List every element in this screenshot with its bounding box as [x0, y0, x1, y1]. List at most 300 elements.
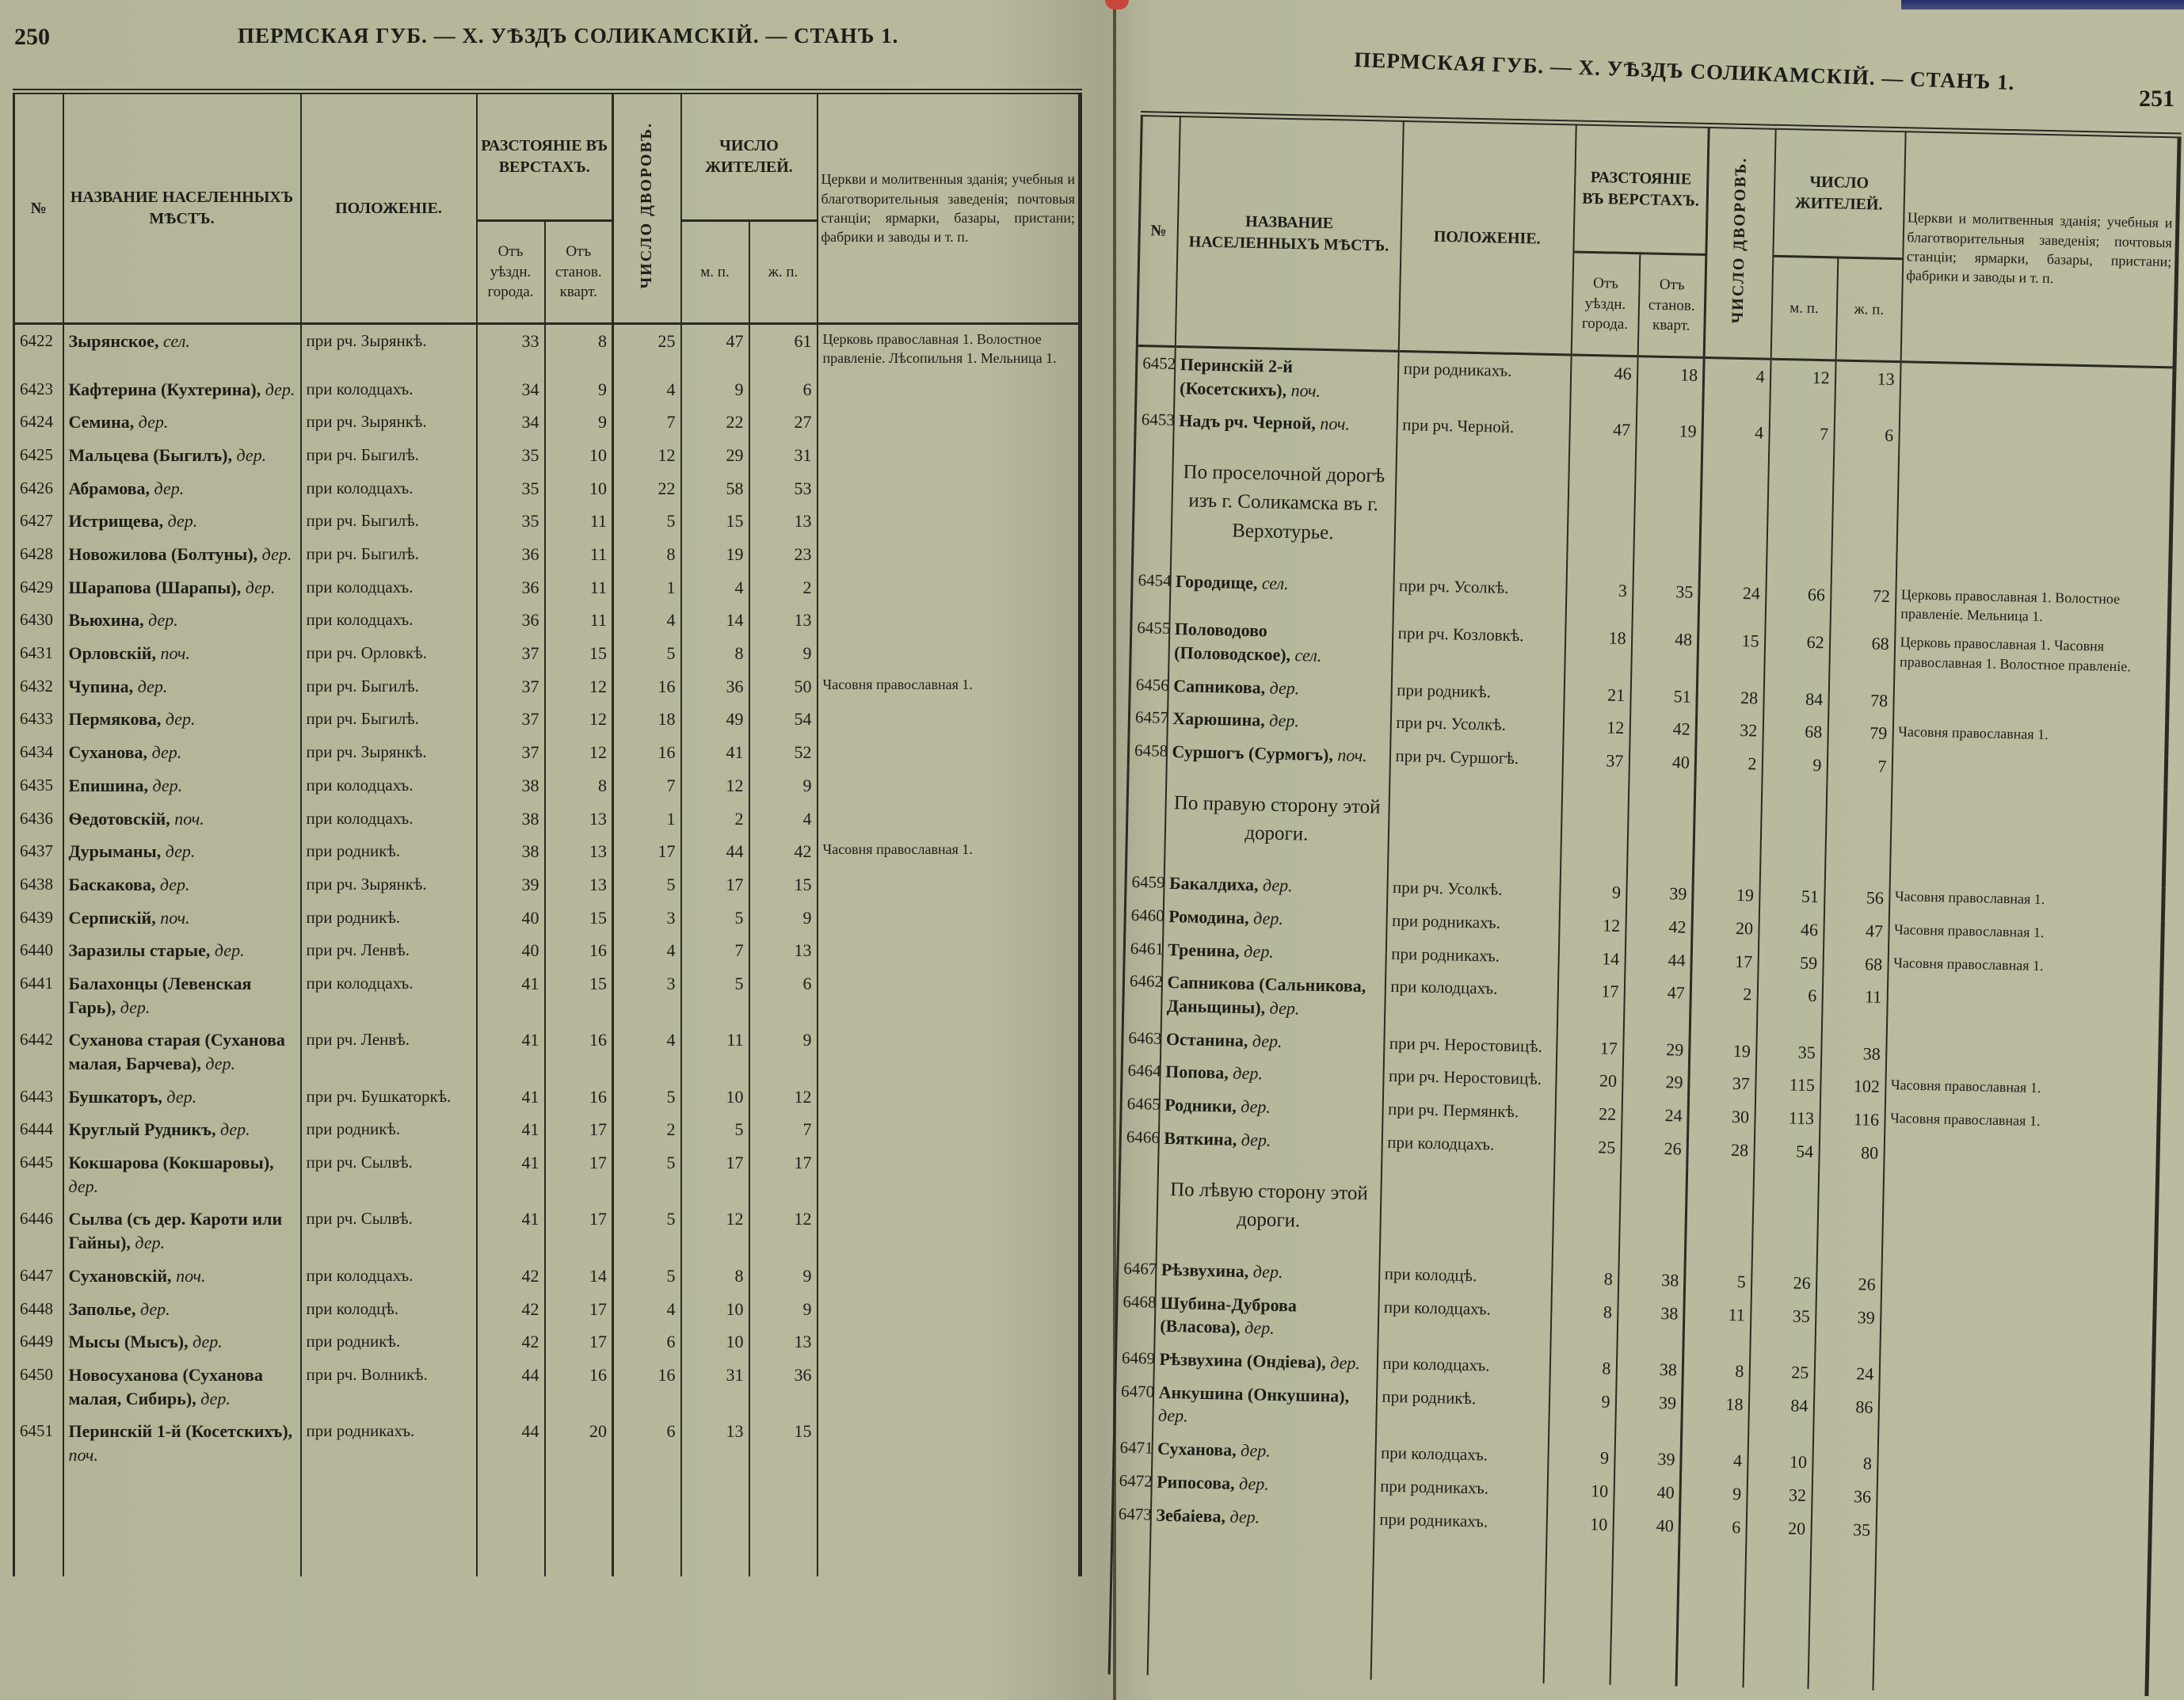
empty-cell	[1896, 452, 2172, 585]
households: 28	[1687, 1133, 1755, 1167]
settlement-type: сел.	[1261, 573, 1289, 593]
settlement-name	[1161, 966, 1385, 1027]
col-male: м. п.	[1770, 256, 1838, 360]
notes	[1876, 1513, 2151, 1552]
empty-cell	[1610, 1541, 1679, 1687]
position: при рч. Быгилѣ.	[301, 439, 477, 472]
female-count: 36	[749, 1359, 818, 1415]
male-count: 6	[1756, 978, 1822, 1036]
settlement-name	[1154, 1286, 1378, 1347]
empty-cell	[1873, 1546, 2150, 1696]
male-count: 59	[1758, 945, 1824, 979]
row-number: 6425	[14, 439, 63, 472]
male-count: 46	[1759, 913, 1824, 947]
row-number: 6451	[14, 1415, 63, 1471]
distance-from-town: 22	[1555, 1096, 1622, 1130]
households: 18	[613, 703, 681, 736]
settlement-type: дер.	[205, 1054, 236, 1074]
position: при рч. Ленвѣ.	[301, 1023, 477, 1080]
female-count: 56	[1824, 881, 1889, 915]
female-count: 102	[1820, 1069, 1885, 1103]
section-heading-row	[1133, 436, 2173, 585]
empty-cell	[1685, 1165, 1754, 1265]
settlement-name	[1167, 702, 1391, 740]
table-row	[14, 1081, 1081, 1114]
distance-from-town: 14	[1558, 941, 1626, 975]
distance-from-station: 44	[1625, 943, 1692, 977]
row-number: 6422	[14, 324, 63, 373]
notes	[818, 901, 1081, 935]
male-count: 22	[681, 406, 749, 439]
female-count: 47	[1824, 913, 1889, 947]
distance-from-town: 46	[1570, 355, 1638, 414]
female-count: 23	[749, 538, 818, 571]
empty-cell	[1889, 783, 2166, 888]
distance-from-town: 18	[1565, 621, 1632, 679]
empty-cell	[1626, 778, 1695, 878]
position: при родникахъ.	[1385, 937, 1559, 974]
settlement-type: дер.	[1252, 908, 1284, 929]
position: при рч. Сылвѣ.	[301, 1146, 477, 1203]
position: при родникѣ.	[301, 1113, 477, 1146]
row-number: 6429	[14, 571, 63, 604]
male-count: 31	[681, 1359, 749, 1415]
settlement-name	[63, 1146, 301, 1203]
female-count: 24	[1814, 1356, 1880, 1390]
distance-from-town: 37	[1562, 743, 1629, 777]
table-row	[14, 901, 1081, 935]
settlement-name-text: Перинскій 2-й (Косетскихъ),	[1179, 354, 1294, 400]
male-count: 13	[681, 1415, 749, 1471]
table-row	[14, 868, 1081, 901]
row-number: 6428	[14, 538, 63, 571]
distance-from-town: 12	[1563, 711, 1630, 745]
distance-from-town: 38	[477, 802, 545, 836]
male-count: 25	[1749, 1355, 1815, 1389]
empty-cell	[1147, 1531, 1374, 1680]
distance-from-station: 35	[1632, 574, 1699, 623]
position: при рч. Неростовицѣ.	[1383, 1060, 1557, 1096]
position: при родникѣ.	[301, 835, 477, 868]
settlement-type: поч.	[160, 907, 190, 928]
settlement-name	[63, 1359, 301, 1415]
distance-from-town: 41	[477, 1113, 545, 1146]
table-row	[14, 967, 1081, 1023]
empty-cell	[1370, 1536, 1546, 1684]
row-number: 6459	[1126, 866, 1164, 900]
settlement-name	[63, 1023, 301, 1080]
settlement-name	[1158, 1122, 1382, 1160]
notes	[1900, 362, 2174, 425]
row-number: 6439	[14, 901, 63, 935]
households: 2	[1695, 746, 1763, 780]
notes	[1885, 1038, 2160, 1077]
settlement-type: поч.	[1290, 379, 1321, 401]
distance-from-station: 8	[545, 769, 613, 802]
filler-row	[1109, 1530, 2150, 1696]
col-number: №	[1137, 114, 1180, 347]
distance-from-station: 8	[545, 324, 613, 373]
settlement-name-text: Анкушина (Онкушина),	[1158, 1382, 1350, 1406]
empty-cell	[818, 1472, 1081, 1576]
position: при родникѣ.	[1391, 674, 1565, 711]
settlement-name-text: Зырянское,	[68, 331, 159, 351]
right-page	[1118, 0, 2184, 1700]
row-number: 6445	[14, 1146, 63, 1203]
settlement-name-text: Кокшарова (Кокшаровы),	[68, 1153, 274, 1173]
female-count: 6	[749, 967, 818, 1023]
female-count: 68	[1823, 947, 1889, 981]
settlement-name-text: Сапникова,	[1173, 675, 1266, 698]
settlement-name	[63, 736, 301, 769]
male-count: 41	[681, 736, 749, 769]
distance-from-town: 37	[477, 637, 545, 670]
table-header	[14, 92, 1081, 324]
settlement-name-text: Рѣзвухина (Ондіева),	[1159, 1348, 1327, 1373]
settlement-name-text: Ромодина,	[1168, 905, 1249, 928]
distance-from-station: 40	[1614, 1475, 1681, 1509]
households: 22	[613, 472, 681, 505]
households: 18	[1681, 1386, 1748, 1444]
col-households	[613, 92, 681, 324]
settlement-type: дер.	[1329, 1352, 1361, 1374]
notes	[818, 1415, 1081, 1471]
col-notes: Церкви и молитвенныя зданія; учебныя и благотворительныя заведенія; почтовыя станціи; ярмарки, базары, пристани; фабрики и заводы и т. п.	[1900, 130, 2179, 368]
female-count: 53	[749, 472, 818, 505]
row-number: 6463	[1122, 1022, 1161, 1056]
distance-from-town: 33	[477, 324, 545, 373]
female-count: 38	[1820, 1036, 1886, 1070]
settlement-type: дер.	[1262, 875, 1293, 896]
empty-cell	[1618, 1164, 1687, 1264]
female-count: 50	[749, 670, 818, 703]
distance-from-station: 38	[1617, 1296, 1684, 1354]
male-count: 12	[681, 769, 749, 802]
section-heading: По лѣвую сторону этой дороги.	[1156, 1154, 1382, 1257]
position: при рч. Ленвѣ.	[301, 934, 477, 967]
distance-from-station: 17	[545, 1325, 613, 1359]
settlement-type: дер.	[1244, 1317, 1275, 1339]
settlement-name	[63, 769, 301, 802]
households: 5	[613, 1146, 681, 1203]
male-count: 49	[681, 703, 749, 736]
empty-cell	[63, 1472, 301, 1576]
households: 5	[613, 1260, 681, 1293]
male-count: 29	[681, 439, 749, 472]
settlement-type: дер.	[152, 775, 183, 795]
settlement-name	[1166, 735, 1390, 773]
settlement-type: дер.	[192, 1332, 223, 1352]
table-row	[14, 373, 1081, 406]
households: 5	[613, 868, 681, 901]
settlement-type: дер.	[1243, 940, 1275, 962]
empty-cell	[1808, 1545, 1876, 1690]
col-male: м. п.	[681, 221, 749, 324]
notes	[818, 571, 1081, 604]
male-count: 17	[681, 1146, 749, 1203]
table-body	[1109, 345, 2174, 1696]
distance-from-town: 47	[1569, 413, 1637, 447]
distance-from-station: 12	[545, 670, 613, 703]
running-head: ПЕРМСКАЯ ГУБ. — X. УѢЗДЪ СОЛИКАМСКІЙ. — СТАНЪ 1.	[1353, 48, 2015, 95]
settlement-type: дер.	[265, 379, 295, 399]
notes	[818, 637, 1081, 670]
row-number: 6457	[1129, 701, 1168, 735]
settlement-name	[1162, 933, 1386, 971]
settlement-type: дер.	[137, 676, 168, 696]
table-row	[14, 802, 1081, 836]
row-number: 6444	[14, 1113, 63, 1146]
settlement-name-text: Шубина-Дуброва (Власова),	[1160, 1292, 1298, 1338]
notes: Часовня православная 1.	[1889, 882, 2163, 921]
settlement-name	[63, 901, 301, 935]
settlement-name-text: Заразилы старые,	[68, 940, 211, 961]
col-number: №	[14, 92, 63, 324]
empty-cell	[1387, 773, 1562, 875]
female-count: 13	[749, 934, 818, 967]
settlement-type: дер.	[1157, 1405, 1188, 1427]
settlement-type: дер.	[214, 940, 245, 961]
settlement-type: дер.	[1241, 1129, 1271, 1150]
male-count: 35	[1755, 1035, 1821, 1069]
distance-from-town: 17	[1556, 1031, 1623, 1065]
distance-from-station: 42	[1629, 712, 1697, 746]
settlement-type: дер.	[135, 1233, 166, 1253]
male-count: 11	[681, 1023, 749, 1080]
settlement-name	[63, 802, 301, 836]
row-number: 6443	[14, 1081, 63, 1114]
male-count: 15	[681, 505, 749, 538]
distance-from-station: 47	[1623, 975, 1690, 1033]
col-households	[1704, 126, 1775, 360]
row-number: 6427	[14, 505, 63, 538]
settlement-name	[1173, 404, 1397, 442]
distance-from-station: 51	[1630, 679, 1698, 713]
settlement-type: поч.	[160, 643, 190, 664]
settlement-name	[63, 439, 301, 472]
male-count: 10	[681, 1081, 749, 1114]
distance-from-station: 13	[545, 802, 613, 836]
distance-from-station: 15	[545, 967, 613, 1023]
distance-from-station: 29	[1622, 1032, 1690, 1066]
row-number: 6453	[1135, 403, 1174, 437]
position: при рч. Зырянкѣ.	[301, 406, 477, 439]
households: 16	[613, 670, 681, 703]
settlement-name	[63, 324, 301, 373]
position: при рч. Усолкѣ.	[1393, 570, 1566, 621]
settlement-type: дер.	[1238, 1473, 1270, 1494]
row-number: 6464	[1122, 1054, 1161, 1088]
settlement-name	[63, 1293, 301, 1326]
settlement-type: дер.	[165, 709, 196, 730]
table-body	[14, 324, 1081, 1576]
settlement-name	[63, 472, 301, 505]
col-inhabitants-group: ЧИСЛО ЖИТЕЛЕЙ.	[1773, 127, 1905, 258]
distance-from-station: 12	[545, 736, 613, 769]
distance-from-town: 41	[477, 967, 545, 1023]
col-female: ж. п.	[1835, 257, 1903, 362]
settlement-type: дер.	[236, 444, 267, 465]
notes	[818, 1081, 1081, 1114]
distance-from-station: 39	[1614, 1386, 1682, 1443]
male-count: 5	[681, 1113, 749, 1146]
settlement-name	[63, 868, 301, 901]
notes	[818, 604, 1081, 637]
notes	[818, 505, 1081, 538]
male-count: 8	[681, 1260, 749, 1293]
female-count: 12	[749, 1203, 818, 1259]
male-count: 9	[681, 373, 749, 406]
settlement-name	[63, 406, 301, 439]
distance-from-station: 16	[545, 1023, 613, 1080]
settlement-type: дер.	[120, 997, 151, 1017]
settlement-name-text: Суханова,	[1157, 1438, 1237, 1461]
row-number: 6472	[1113, 1465, 1152, 1499]
settlement-name-text: Заполье,	[68, 1298, 136, 1319]
table-row	[14, 1325, 1081, 1359]
distance-from-station: 16	[545, 1081, 613, 1114]
row-number: 6469	[1115, 1342, 1154, 1376]
female-count: 9	[749, 901, 818, 935]
empty-cell	[1816, 1168, 1884, 1268]
households: 2	[1690, 977, 1757, 1035]
distance-from-station: 39	[1614, 1442, 1682, 1476]
distance-from-town: 44	[477, 1415, 545, 1471]
male-count: 9	[1762, 748, 1828, 782]
distance-from-town: 37	[477, 736, 545, 769]
settlement-name	[1168, 669, 1392, 707]
male-count: 12	[681, 1203, 749, 1259]
position: при рч. Быгилѣ.	[301, 670, 477, 703]
position: при колодцахъ.	[301, 604, 477, 637]
female-count: 116	[1820, 1102, 1885, 1136]
female-count: 9	[749, 637, 818, 670]
settlement-type: дер.	[1269, 997, 1300, 1019]
notes: Часовня православная 1.	[818, 835, 1081, 868]
row-number: 6433	[14, 703, 63, 736]
households: 9	[1680, 1476, 1748, 1510]
female-count: 54	[749, 703, 818, 736]
empty-cell	[1743, 1544, 1811, 1690]
row-number: 6454	[1131, 564, 1170, 613]
households: 4	[613, 1293, 681, 1326]
notes: Часовня православная 1.	[1885, 1070, 2159, 1109]
settlement-name-text: Вяткина,	[1164, 1127, 1237, 1149]
position: при родникахъ.	[1374, 1503, 1547, 1539]
row-number: 6426	[14, 472, 63, 505]
settlement-name	[1161, 1023, 1385, 1061]
settlement-type: дер.	[1241, 1096, 1271, 1117]
female-count: 6	[1834, 418, 1900, 452]
settlement-name	[63, 934, 301, 967]
position: при рч. Зырянкѣ.	[301, 324, 477, 373]
settlement-type: сел.	[163, 331, 190, 351]
col-from-town: Отъ уѣздн. города.	[1571, 252, 1640, 356]
notes	[818, 1325, 1081, 1359]
settlement-type: дер.	[154, 478, 185, 498]
settlement-type: поч.	[174, 808, 204, 829]
position: при рч. Быгилѣ.	[301, 703, 477, 736]
distance-from-town: 9	[1560, 875, 1627, 909]
empty-cell	[1759, 780, 1827, 880]
households: 4	[1703, 357, 1771, 417]
position: при рч. Усолкѣ.	[1387, 871, 1561, 908]
male-count: 5	[681, 901, 749, 935]
notes	[1880, 1302, 2155, 1364]
settlement-type: дер.	[1229, 1506, 1260, 1527]
male-count: 10	[681, 1325, 749, 1359]
position: при рч. Суршогѣ.	[1389, 740, 1563, 776]
table-row	[14, 439, 1081, 472]
table-row	[14, 703, 1081, 736]
households: 4	[613, 934, 681, 967]
notes	[1892, 750, 2167, 789]
notes	[818, 934, 1081, 967]
col-name: НАЗВАНИЕ НАСЕЛЕННЫХЪ МѢСТЪ.	[63, 92, 301, 324]
notes: Часовня православная 1.	[1885, 1103, 2159, 1142]
notes: Церковь православная 1. Волостное правленіе. Лѣсопильня 1. Мельница 1.	[818, 324, 1081, 373]
settlement-name	[1150, 1498, 1374, 1536]
notes	[1877, 1447, 2152, 1486]
notes	[818, 1260, 1081, 1293]
settlement-type: дер.	[165, 841, 196, 862]
notes	[1881, 1268, 2155, 1307]
distance-from-station: 13	[545, 835, 613, 868]
settlement-name	[63, 670, 301, 703]
settlement-name-text: Родники,	[1164, 1095, 1237, 1116]
position: при рч. Быгилѣ.	[301, 538, 477, 571]
position: при колодцахъ.	[301, 802, 477, 836]
settlement-type: дер.	[1269, 677, 1300, 699]
settlement-name-text: Истрищева,	[68, 511, 164, 532]
position: при колодцахъ.	[1384, 970, 1557, 1031]
table-row	[14, 406, 1081, 439]
notes	[818, 406, 1081, 439]
empty-cell	[545, 1472, 613, 1576]
distance-from-town: 40	[477, 934, 545, 967]
settlement-name-text: Абрамова,	[68, 478, 151, 498]
distance-from-station: 17	[545, 1113, 613, 1146]
empty-cell	[1751, 1167, 1819, 1267]
settlement-name	[63, 1260, 301, 1293]
settlement-name	[63, 1113, 301, 1146]
distance-from-town: 12	[1559, 908, 1626, 942]
col-position: ПОЛОЖЕНІЕ.	[301, 92, 477, 324]
settlement-name	[1153, 1375, 1377, 1436]
position: при колодцахъ.	[301, 1260, 477, 1293]
settlement-name-text: Балахонцы (Левенская Гарь),	[68, 973, 252, 1017]
col-households-label: ЧИСЛО ДВОРОВЪ.	[638, 121, 656, 289]
households: 2	[613, 1113, 681, 1146]
settlement-name-text: Серпискій,	[68, 907, 156, 928]
settlement-name-text: Новосуханова (Суханова малая, Сибирь),	[68, 1364, 263, 1408]
settlement-type: дер.	[1232, 1063, 1264, 1084]
notes	[1899, 420, 2174, 459]
notes: Часовня православная 1.	[1892, 718, 2167, 757]
households: 30	[1688, 1100, 1755, 1134]
settlement-type: дер.	[139, 1298, 170, 1319]
female-count: 13	[749, 505, 818, 538]
distance-from-station: 16	[545, 934, 613, 967]
row-number: 6446	[14, 1203, 63, 1259]
table-row	[14, 769, 1081, 802]
table-row	[14, 571, 1081, 604]
position: при рч. Быгилѣ.	[301, 505, 477, 538]
distance-from-station: 18	[1637, 356, 1705, 416]
table-row	[14, 1260, 1081, 1293]
households: 8	[1683, 1354, 1750, 1388]
position: при родникахъ.	[301, 1415, 477, 1471]
